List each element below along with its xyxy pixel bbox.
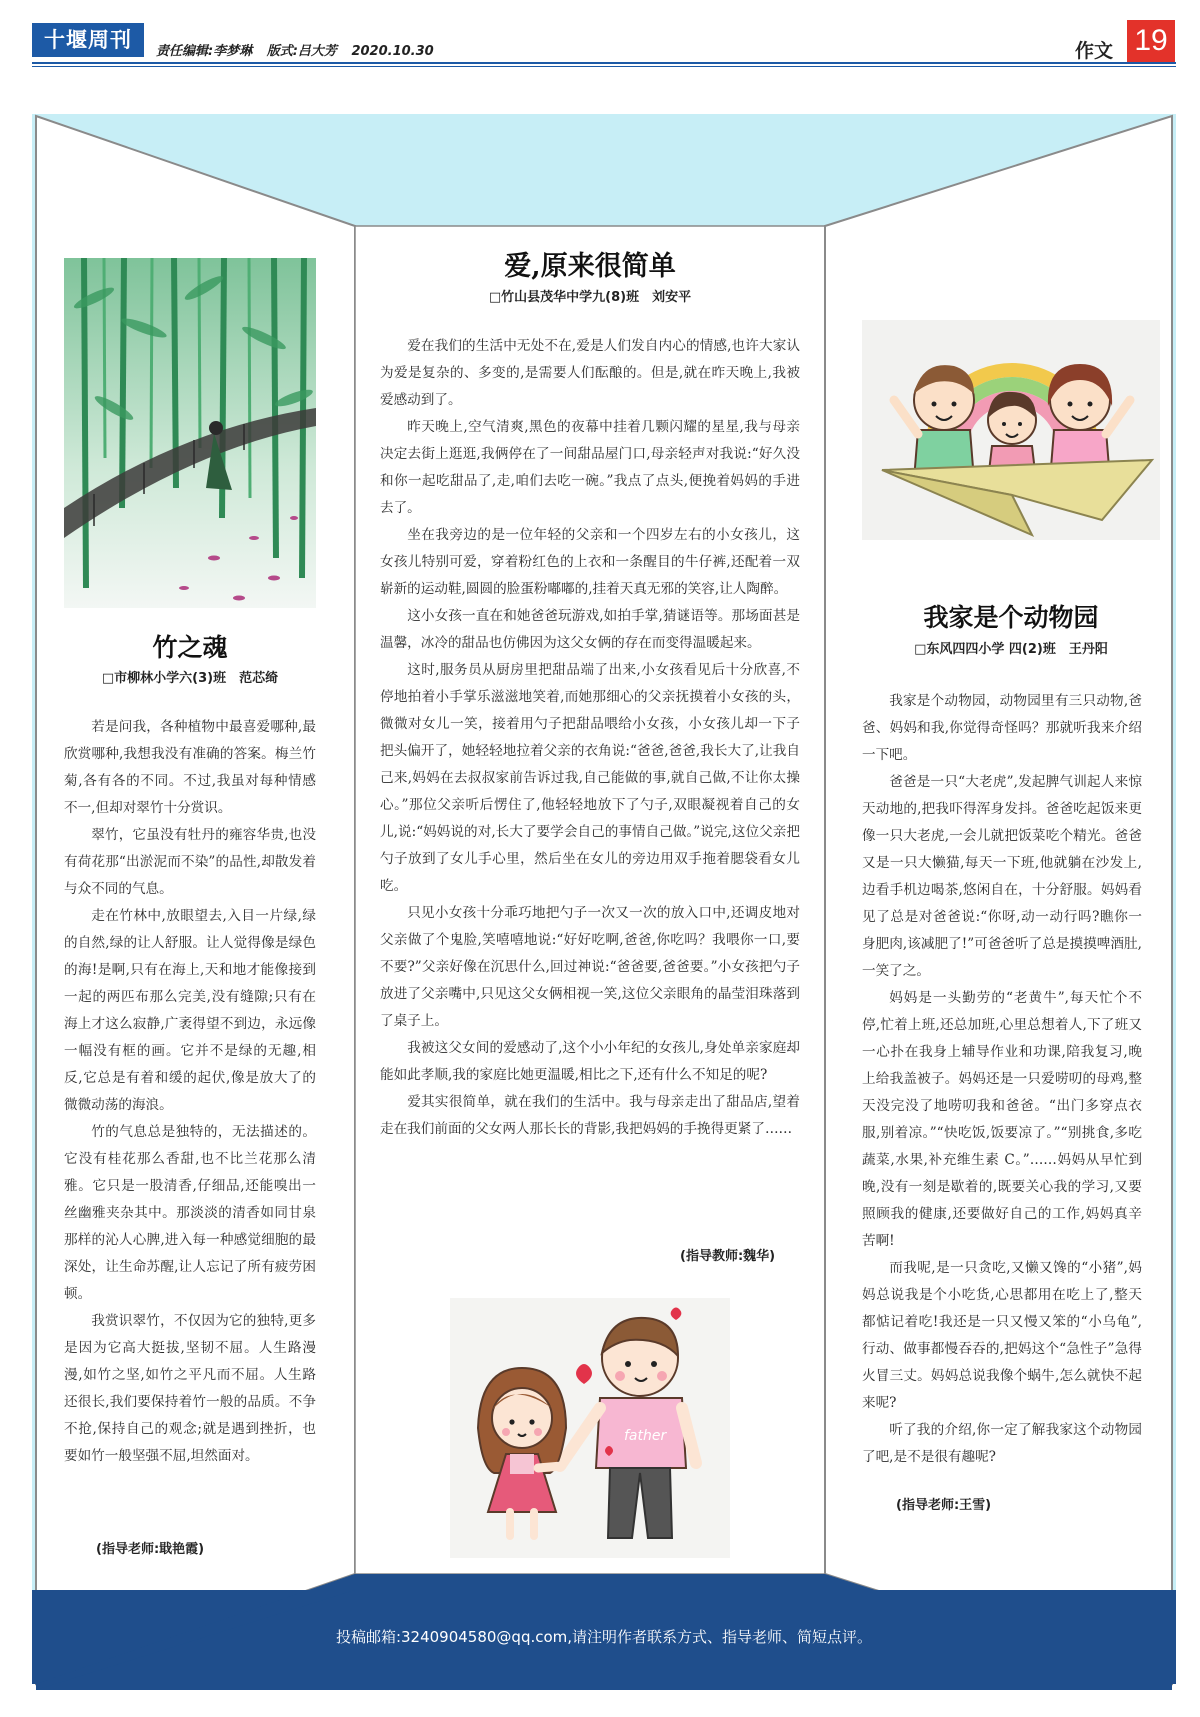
right-article-body [862, 688, 1142, 1471]
newspaper-logo: 十堰周刊 [32, 23, 144, 57]
paragraph: 我家是个动物园，动物园里有三只动物,爸爸、妈妈和我,你觉得奇怪吗？那就听我来介绍一下吧。 [862, 693, 1142, 763]
bamboo-forest-painting [64, 258, 316, 608]
paragraph: 只见小女孩十分乖巧地把勺子一次又一次的放入口中,还调皮地对父亲做了个鬼脸,笑嘻嘻地说:“好好吃啊,爸爸,你吃吗？我喂你一口,要不要?”父亲好像在沉思什么,回过神说:“爸爸要,爸爸要。”小女孩把勺子放进了父亲嘴中,只见这父女俩相视一笑,这位父亲眼角的晶莹泪珠落到了桌子上。 [380, 905, 800, 1029]
layout-credit: 版式:吕大芳 [266, 44, 337, 59]
middle-article-title: 爱,原来很简单 [504, 251, 676, 282]
right-article-title: 我家是个动物园 [923, 603, 1099, 632]
paragraph: 爱在我们的生活中无处不在,爱是人们发自内心的情感,也许大家认为爱是复杂的、多变的,是需要人们酝酿的。但是,就在昨天晚上,我被爱感动到了。 [380, 338, 800, 408]
paragraph: 妈妈是一头勤劳的“老黄牛”,每天忙个不停,忙着上班,还总加班,心里总想着人,下了班又一心扑在我身上辅导作业和功课,陪我复习,晚上给我盖被子。妈妈还是一只爱唠叨的母鸡,整天没完没了地唠叨我和爸爸。“出门多穿点衣服,别着凉。”“快吃饭,饭要凉了。”“别挑食,多吃蔬菜,水果,补充维生素 C。”……妈妈从早忙到晚,没有一刻是歇着的,既要关心我的学习,又要照顾我的健康,还要做好自己的工作,妈妈真辛苦啊! [862, 990, 1142, 1249]
paragraph: 这小女孩一直在和她爸爸玩游戏,如拍手掌,猜谜语等。那场面甚是温馨，冰冷的甜品也仿佛因为这父女俩的存在而变得温暖起来。 [380, 608, 800, 651]
issue-date: 2020.10.30 [351, 44, 434, 59]
paragraph: 听了我的介绍,你一定了解我家这个动物园了吧,是不是很有趣呢? [862, 1422, 1142, 1465]
paragraph: 竹的气息总是独特的，无法描述的。它没有桂花那么香甜,也不比兰花那么清雅。它只是一股清香,仔细品,还能嗅出一丝幽雅夹杂其中。那淡淡的清香如同甘泉那样的沁人心脾,进入每一种感觉细胞的最深处，让生命苏醒,让人忘记了所有疲劳困顿。 [64, 1124, 316, 1302]
paragraph: 而我呢,是一只贪吃,又懒又馋的“小猪”,妈妈总说我是个小吃货,心思都用在吃上了,整天都惦记着吃!我还是一只又慢又笨的“小乌龟”,行动、做事都慢吞吞的,把妈这个“急性子”急得火冒三丈。妈妈总说我像个蜗牛,怎么就快不起来呢? [862, 1260, 1142, 1411]
footer-submission-note: 投稿邮箱:3240904580@qq.com,请注明作者联系方式、指导老师、简短点评。 [335, 1628, 873, 1646]
paragraph: 昨天晚上,空气清爽,黑色的夜幕中挂着几颗闪耀的星星,我与母亲决定去街上逛逛,我俩停在了一间甜品屋门口,母亲轻声对我说:“好久没和你一起吃甜品了,走,咱们去吃一碗。”我点了点头,便挽着妈妈的手进去了。 [380, 419, 800, 516]
paragraph: 我赏识翠竹，不仅因为它的独特,更多是因为它高大挺拔,坚韧不屈。人生路漫漫,如竹之坚,如竹之平凡而不屈。人生路还很长,我们要保持着竹一般的品质。不争不抢,保持自己的观念;就是遇到挫折，也要如竹一般坚强不屈,坦然面对。 [64, 1313, 316, 1464]
paragraph: 走在竹林中,放眼望去,入目一片绿,绿的自然,绿的让人舒服。让人觉得像是绿色的海!是啊,只有在海上,天和地才能像接到一起的两匹布那么完美,没有缝隙;只有在海上才这么寂静,广袤得望不到边，永远像一幅没有框的画。它并不是绿的无趣,相反,它总是有着和缓的起伏,像是放大了的微微动荡的海浪。 [64, 908, 316, 1113]
middle-article-body [380, 333, 800, 1143]
left-article-body [64, 714, 316, 1470]
right-article-teacher: (指导老师:王雪) [896, 1498, 992, 1513]
paragraph: 坐在我旁边的是一位年轻的父亲和一个四岁左右的小女孩儿，这女孩儿特别可爱，穿着粉红色的上衣和一条醒目的牛仔裤,还配着一双崭新的运动鞋,圆圆的脸蛋粉嘟嘟的,挂着天真无邪的笑容,让人陶醉。 [380, 527, 800, 597]
left-article-byline: □市柳林小学六(3)班 范芯绮 [101, 671, 279, 686]
shirt-text: father [624, 1428, 667, 1444]
paragraph: 翠竹，它虽没有牡丹的雍容华贵,也没有荷花那“出淤泥而不染”的品性,却散发着与众不同的气息。 [64, 827, 316, 897]
father-daughter-holding-hands [450, 1298, 730, 1558]
middle-article-teacher: (指导教师:魏华) [680, 1249, 776, 1264]
paragraph: 爱其实很简单，就在我们的生活中。我与母亲走出了甜品店,望着走在我们前面的父女两人那长长的背影,我把妈妈的手挽得更紧了…… [380, 1094, 800, 1137]
middle-article-byline: □竹山县茂华中学九(8)班 刘安平 [488, 290, 692, 305]
paragraph: 我被这父女间的爱感动了,这个小小年纪的女孩儿,身处单亲家庭却能如此孝顺,我的家庭比她更温暖,相比之下,还有什么不知足的呢? [380, 1040, 800, 1083]
page-number: 19 [1127, 20, 1175, 62]
right-article-byline: □东风四四小学 四(2)班 王丹阳 [914, 642, 1108, 657]
section-name: 作文 [1075, 40, 1114, 62]
editor-credit: 责任编辑:李梦琳 [156, 44, 253, 59]
paragraph: 若是问我，各种植物中最喜爱哪种,最欣赏哪种,我想我没有准确的答案。梅兰竹菊,各有各的不同。不过,我虽对每种情感不一,但却对翠竹十分赏识。 [64, 719, 316, 816]
left-article-title: 竹之魂 [152, 633, 228, 662]
paragraph: 爸爸是一只“大老虎”,发起脾气训起人来惊天动地的,把我吓得浑身发抖。爸爸吃起饭来更像一只大老虎,一会儿就把饭菜吃个精光。爸爸又是一只大懒猫,每天一下班,他就躺在沙发上,边看手机边喝茶,悠闲自在，十分舒服。妈妈看见了总是对爸爸说:“你呀,动一动行吗?瞧你一身肥肉,该减肥了!”可爸爸听了总是摸摸啤酒肚,一笑了之。 [862, 774, 1142, 979]
paragraph: 这时,服务员从厨房里把甜品端了出来,小女孩看见后十分欣喜,不停地拍着小手掌乐滋滋地笑着,而她那细心的父亲抚摸着小女孩的头，微微对女儿一笑，接着用勺子把甜品喂给小女孩，小女孩儿却一下子把头偏开了，她轻轻地拉着父亲的衣角说:“爸爸,爸爸,我长大了,让我自己来,妈妈在去叔叔家前告诉过我,自己能做的事,就自己做,不让你太操心。”那位父亲听后愣住了,他轻轻地放下了勺子,双眼凝视着自己的女儿,说:“妈妈说的对,长大了要学会自己的事情自己做。”说完,这位父亲把勺子放到了女儿手心里，然后坐在女儿的旁边用双手拖着腮袋看女儿吃。 [380, 662, 800, 894]
family-rainbow-paper-plane [862, 320, 1160, 540]
left-article-teacher: (指导老师:戢艳霞) [96, 1542, 205, 1557]
